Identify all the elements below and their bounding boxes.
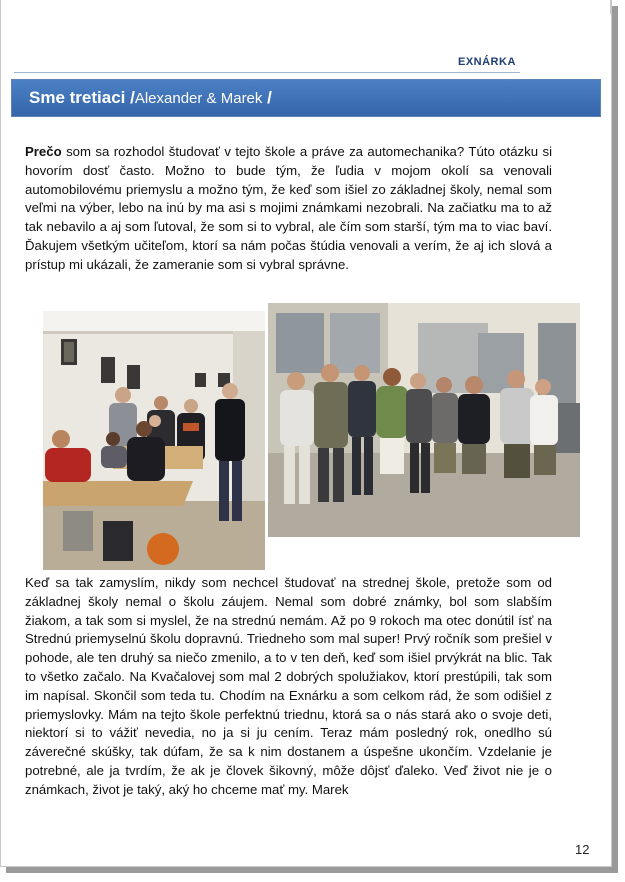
intro-text: som sa rozhodol študovať v tejto škole a práve za automechanika? Túto otázku si hovorím dosť často. Možno to bude tým, že ľudia v mojom okolí sa venovali automobilovému priemyslu a možno tým, že keď som išiel zo základnej školy, nemal som veľmi na výber, lebo na inú by ma asi s mojimi známkami nezobrali. Na začiatku ma to až tak nebavilo a aj som ľutoval, že som si to vybral, ale čím som starší, tým ma to viac baví. Ďakujem všetkým učiteľom, ktorí sa nám počas štúdia venovali a verím, že aj ich slová a prístup mi ukázali, že zameranie som si vybral správne. (25, 144, 552, 272)
intro-lead-word: Prečo (25, 144, 62, 159)
classroom-photo (43, 311, 265, 570)
body-paragraph: Keď sa tak zamyslím, nikdy som nechcel študovať na strednej škole, pretože som od základnej školy nemal o školu záujem. Nemal som dobré známky, bol som slabším žiakom, a tak som si myslel, že na strednú nemám. Až po 9 rokoch ma otec donútil ísť na Strednú priemyselnú školu dopravnú. Triedneho som mal super! Prvý ročník som prešiel v pohode, ale ten druhý sa niečo zmenilo, a to v ten deň, keď som išiel prvýkrát na blic. Tak to všetko začalo. Na Kvačalovej som mal 2 dobrých spolužiakov, ktorí prestúpili, tak som im napísal. Skončil som teda tu. Chodím na Exnárku a som celkom rád, že som odišiel z priemyslovky. Mám na tejto škole perfektnú triednu, ktorá sa o nás stará ako o svoje deti, niektorí si to vážiť nevedia, no ja si ju cením. Teraz mám posledný rok, onedlho sú záverečné skúšky, tak dúfam, že sa k nim dostanem a úspešne ukončím. Vzdelanie je potrebné, ale ja tvrdím, že ak je človek šikovný, môže dôjsť ďaleko. Veď život nie je o známkach, život je taký, aký ho chceme mať my. Marek (25, 575, 552, 797)
classroom-photo-image (43, 311, 265, 570)
group-photo-image (268, 303, 580, 537)
header-rule (14, 72, 520, 73)
title-separator-end: / (262, 88, 272, 107)
group-photo (268, 303, 580, 537)
brand-label: EXNÁRKA (458, 56, 516, 68)
page-edge (0, 0, 5, 866)
page-corner (606, 0, 611, 14)
intro-paragraph (25, 143, 552, 275)
page-number: 12 (575, 842, 590, 857)
article-banner (11, 79, 601, 117)
article-authors: Alexander & Marek (134, 90, 263, 107)
banner-heading (29, 88, 272, 108)
title-separator: / (125, 88, 135, 107)
article-title: Sme tretiaci (29, 88, 126, 107)
